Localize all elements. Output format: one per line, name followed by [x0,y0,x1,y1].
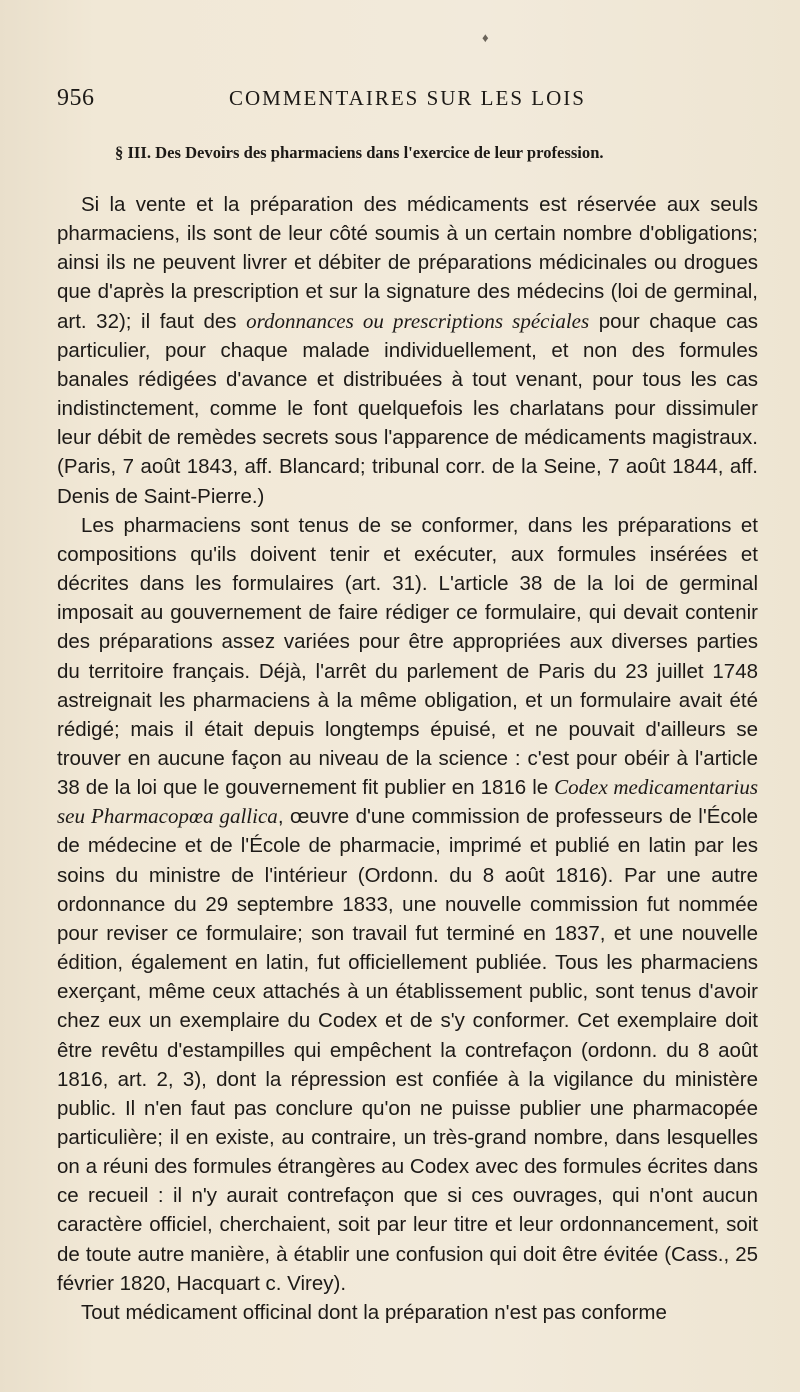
paragraph-1-text-end: pour chaque cas particulier, pour chaque malade individuellement, et non des formules banales rédigées d'avance et distribuées à tout venant, pour tous les cas indistinctement, comme le font quelquefois les charlatans pour dissimuler leur débit de remèdes secrets sous l'apparence de médicaments magistraux. (Paris, 7 août 1843, aff. Blancard; tribunal corr. de la Seine, 7 août 1844, aff. Denis de Saint-Pierre.) [57,309,758,508]
ink-mark: ♦ [482,30,489,45]
paragraph-2 [57,511,758,1298]
paragraph-1-italic: ordonnances ou prescriptions spéciales [246,308,590,333]
page-header [57,85,757,115]
paragraph-3 [57,1298,758,1327]
paragraph-2-italic: Codex medicamentarius seu Pharmacopœa gallica [57,775,759,829]
paragraph-2-text: Les pharmaciens sont tenus de se conformer, dans les préparations et compositions qu'ils doivent tenir et exécuter, aux formules insérées et décrites dans les formulaires (art. 31). L'article 38 de la loi de germinal imposait au gouvernement de faire rédiger ce formulaire, qui devait contenir des préparations assez variées pour être appropriées aux diverses parties du territoire français. Déjà, l'arrêt du parlement de Paris du 23 juillet 1748 astreignait les pharmaciens à la même obligation, et un formulaire avait été rédigé; mais il était depuis longtemps épuisé, et ne pouvait d'ailleurs se trouver en aucune façon au niveau de la science : c'est pour obéir à l'article 38 de la loi que le gouvernement fit publier en 1816 le [57,513,758,800]
paragraph-1-text: Si la vente et la préparation des médicaments est réservée aux seuls pharmaciens, ils sont de leur côté soumis à un certain nombre d'obligations; ainsi ils ne peuvent livrer et débiter de préparations médicinales ou drogues que d'après la prescription et sur la signature des médecins (loi de germinal, art. 32); il faut des [57,193,758,333]
page-number: 956 [57,85,95,111]
running-head: COMMENTAIRES SUR LES LOIS [229,86,586,110]
section-title: § III. Des Devoirs des pharmaciens dans l'exercice de leur profession. [115,143,604,162]
paragraph-1 [57,190,758,511]
paragraph-2-text-end: , œuvre d'une commission de professeurs de l'École de médecine et de l'École de pharmacie, imprimé et publié en latin par les soins du ministre de l'intérieur (Ordonn. du 8 août 1816). Par une autre ordonnance du 29 septembre 1833, une nouvelle commission fut nommée pour reviser ce formulaire; son travail fut terminé en 1837, et une nouvelle édition, également en latin, fut officiellement publiée. Tous les pharmaciens exerçant, même ceux attachés à un établissement public, sont tenus d'avoir chez eux un exemplaire du Codex et de s'y conformer. Cet exemplaire doit être revêtu d'estampilles qui empêchent la contrefaçon (ordonn. du 8 août 1816, art. 2, 3), dont la répression est confiée à la vigilance du ministère public. Il n'en faut pas conclure qu'on ne puisse publier une pharmacopée particulière; il en existe, au contraire, un très-grand nombre, dans lesquelles on a réuni des formules étrangères au Codex avec des formules écrites dans ce recueil : il n'y aurait contrefaçon que si ces ouvrages, qui n'ont aucun caractère officiel, cherchaient, soit par leur titre et leur ordonnancement, soit de toute autre manière, à établir une confusion qui doit être évitée (Cass., 25 février 1820, Hacquart c. Virey). [57,805,759,1295]
body-text [57,190,758,1327]
paragraph-3-text: Tout médicament officinal dont la préparation n'est pas conforme [81,1300,667,1324]
